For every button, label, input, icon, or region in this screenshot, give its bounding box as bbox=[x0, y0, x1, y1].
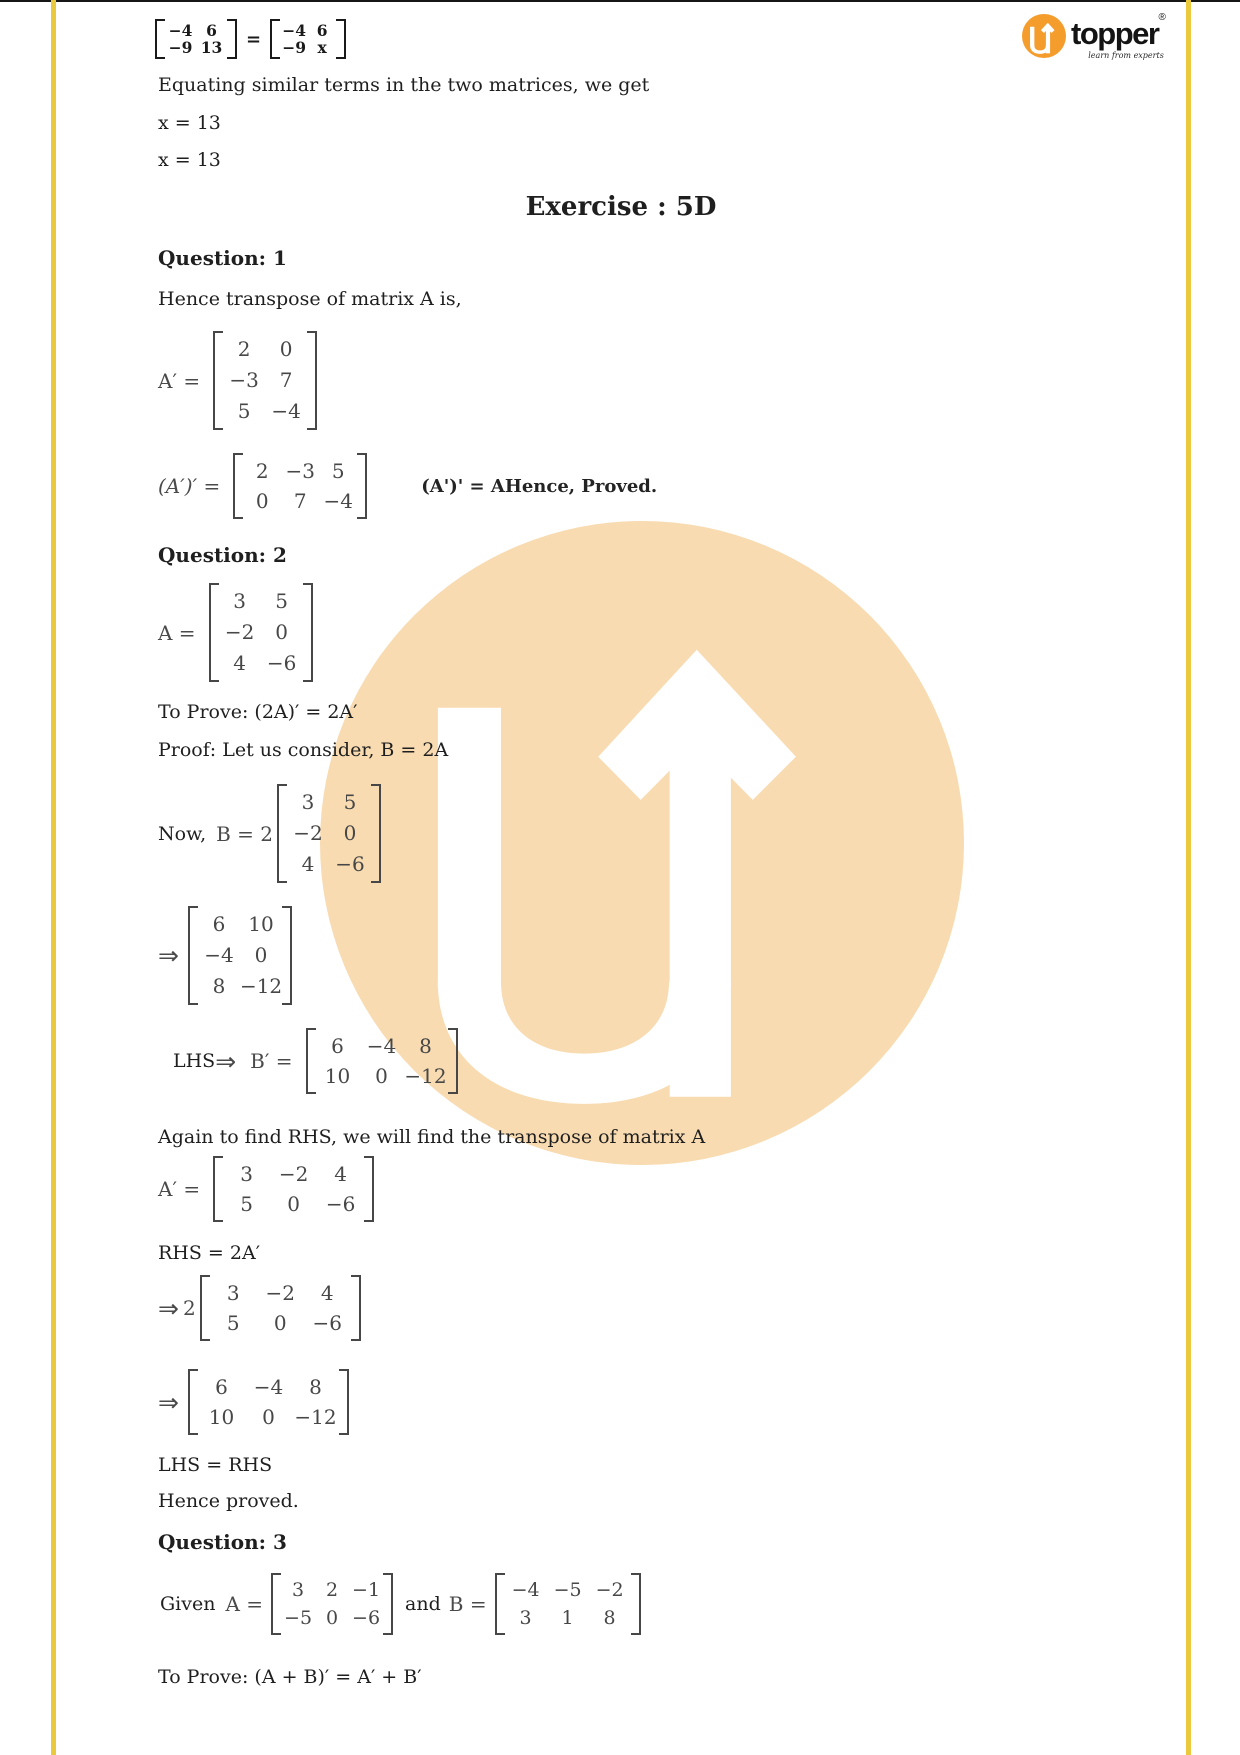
b-equals-label: B = bbox=[448, 1592, 487, 1616]
matrix-row bbox=[316, 1031, 448, 1061]
lhs-label: LHS bbox=[173, 1050, 216, 1072]
left-border-rule bbox=[51, 0, 56, 1755]
b-prime-label: B′ = bbox=[250, 1049, 293, 1073]
matrix-cell: −2 bbox=[224, 620, 255, 644]
text-rhs-2a: RHS = 2A′ bbox=[158, 1242, 261, 1264]
matrix-row bbox=[316, 1061, 448, 1091]
matrix-row bbox=[505, 1576, 631, 1604]
text-x-equals-13-repeat: x = 13 bbox=[158, 149, 221, 171]
matrix-cell: 8 bbox=[309, 1375, 322, 1399]
matrix-cell: 8 bbox=[603, 1607, 616, 1629]
matrix-cell: −4 bbox=[271, 399, 301, 423]
matrix-cell: 0 bbox=[279, 337, 293, 361]
matrix-row bbox=[223, 1189, 364, 1219]
matrix-cell: −6 bbox=[352, 1607, 381, 1629]
matrix-cell: −4 bbox=[366, 1034, 397, 1058]
matrix-cell: −3 bbox=[285, 459, 315, 483]
matrix-cell: 3 bbox=[240, 1162, 253, 1186]
matrix-row bbox=[219, 586, 303, 617]
matrix-cell: 13 bbox=[200, 38, 223, 57]
matrix-cell: 0 bbox=[287, 1192, 300, 1216]
matrix-label: A = bbox=[158, 620, 196, 645]
b-equals-2-label: B = 2 bbox=[216, 821, 274, 846]
matrix-cell: 5 bbox=[343, 790, 357, 814]
equation-given-a-b bbox=[160, 1573, 641, 1635]
text-hence-transpose: Hence transpose of matrix A is, bbox=[158, 288, 462, 310]
matrix-cell: −4 bbox=[323, 489, 353, 513]
matrix-cell: 0 bbox=[375, 1064, 388, 1088]
matrix-cell: −6 bbox=[335, 852, 365, 876]
logo-brand-text: topper bbox=[1071, 16, 1159, 51]
matrix-cell: −5 bbox=[284, 1607, 313, 1629]
text-x-equals-13: x = 13 bbox=[158, 112, 221, 134]
matrix bbox=[213, 1156, 374, 1222]
matrix bbox=[495, 1573, 641, 1635]
matrix-cell: −4 bbox=[282, 21, 306, 40]
proved-note: (A')' = AHence, Proved. bbox=[421, 475, 658, 497]
matrix bbox=[306, 1028, 458, 1094]
matrix-cell: 5 bbox=[275, 589, 288, 613]
matrix-row bbox=[210, 1308, 351, 1338]
matrix-row bbox=[287, 787, 371, 818]
text-proof-2: Proof: Let us consider, B = 2A bbox=[158, 739, 449, 761]
matrix-cell: 7 bbox=[293, 489, 307, 513]
matrix-cell: 4 bbox=[320, 1281, 334, 1305]
utopper-logo bbox=[1022, 14, 1166, 58]
matrix-cell: 10 bbox=[248, 912, 274, 936]
text-equating: Equating similar terms in the two matrices, we get bbox=[158, 74, 650, 96]
matrix-cell: −9 bbox=[282, 38, 306, 57]
matrix-cell: 0 bbox=[262, 1405, 275, 1429]
matrix bbox=[188, 906, 292, 1005]
matrix-cell: −4 bbox=[204, 943, 234, 967]
matrix-cell: 2 bbox=[237, 337, 251, 361]
and-label: and bbox=[405, 1593, 441, 1615]
scalar-2-label: 2 bbox=[182, 1296, 196, 1320]
matrix-row bbox=[210, 1278, 351, 1308]
question-2-label: Question: 2 bbox=[158, 543, 287, 567]
equation-a-prime bbox=[158, 331, 317, 430]
matrix-cell: −1 bbox=[352, 1579, 381, 1601]
matrix-cell: 2 bbox=[255, 459, 269, 483]
matrix-row bbox=[219, 617, 303, 648]
matrix-cell: 6 bbox=[331, 1034, 344, 1058]
matrix-cell: 2 bbox=[326, 1579, 339, 1601]
matrix-cell: 6 bbox=[206, 21, 217, 40]
equals-sign: = bbox=[246, 28, 262, 50]
matrix-row bbox=[287, 849, 371, 880]
matrix bbox=[200, 1275, 361, 1341]
matrix-row bbox=[281, 1576, 383, 1604]
given-label: Given bbox=[160, 1593, 216, 1615]
matrix-cell: 3 bbox=[233, 589, 246, 613]
matrix-row bbox=[280, 39, 336, 56]
matrix-row bbox=[198, 1402, 339, 1432]
matrix-cell: 0 bbox=[254, 943, 268, 967]
matrix-row bbox=[198, 971, 282, 1002]
matrix-row bbox=[198, 909, 282, 940]
matrix-cell: x bbox=[317, 38, 327, 57]
matrix-cell: −12 bbox=[404, 1064, 447, 1088]
equation-implies-3 bbox=[158, 1369, 349, 1435]
matrix-row bbox=[281, 1604, 383, 1632]
matrix-cell: −2 bbox=[265, 1281, 295, 1305]
matrix-cell: 3 bbox=[519, 1607, 532, 1629]
matrix-label: (A′)′ = bbox=[158, 474, 221, 498]
matrix-cell: 3 bbox=[292, 1579, 305, 1601]
matrix-cell: −9 bbox=[168, 38, 193, 57]
matrix-row bbox=[165, 22, 227, 39]
matrix-cell: 4 bbox=[233, 651, 246, 675]
exercise-heading: Exercise : 5D bbox=[525, 192, 717, 222]
matrix bbox=[277, 784, 381, 883]
matrix-cell: 8 bbox=[419, 1034, 432, 1058]
text-to-prove-3: To Prove: (A + B)′ = A′ + B′ bbox=[158, 1666, 422, 1688]
matrix-cell: 3 bbox=[226, 1281, 240, 1305]
matrix-cell: −4 bbox=[168, 21, 193, 40]
registered-mark: ® bbox=[1158, 12, 1166, 23]
equation-implies-2 bbox=[158, 1275, 361, 1341]
matrix-row bbox=[287, 818, 371, 849]
matrix-row bbox=[223, 334, 307, 365]
matrix-cell: 0 bbox=[343, 821, 357, 845]
matrix-cell: −2 bbox=[595, 1579, 624, 1601]
matrix bbox=[233, 453, 367, 519]
matrix-cell: 1 bbox=[561, 1607, 574, 1629]
matrix-row bbox=[198, 940, 282, 971]
matrix-row bbox=[243, 486, 357, 516]
matrix-cell: −6 bbox=[266, 651, 297, 675]
matrix-label: A′ = bbox=[158, 1177, 201, 1201]
matrix-row bbox=[243, 456, 357, 486]
matrix-cell: 8 bbox=[212, 974, 226, 998]
matrix-row bbox=[223, 1159, 364, 1189]
matrix-cell: −12 bbox=[294, 1405, 337, 1429]
equation-implies-1 bbox=[158, 906, 292, 1005]
text-lhs-equals-rhs: LHS = RHS bbox=[158, 1454, 273, 1476]
matrix-cell: 6 bbox=[215, 1375, 228, 1399]
matrix-label: A′ = bbox=[158, 368, 201, 393]
equation-top-matrices bbox=[155, 19, 346, 59]
implies-arrow: ⇒ bbox=[158, 1293, 179, 1323]
matrix-cell: 3 bbox=[301, 790, 315, 814]
logo-tagline: learn from experts bbox=[1088, 51, 1164, 60]
matrix-row bbox=[219, 648, 303, 679]
text-to-prove-2: To Prove: (2A)′ = 2A′ bbox=[158, 701, 358, 723]
matrix-cell: 0 bbox=[255, 489, 269, 513]
matrix-cell: 5 bbox=[226, 1311, 240, 1335]
matrix-cell: −3 bbox=[229, 368, 259, 392]
matrix-row bbox=[505, 1604, 631, 1632]
matrix bbox=[209, 583, 313, 682]
matrix-row bbox=[198, 1372, 339, 1402]
matrix-cell: −4 bbox=[511, 1579, 540, 1601]
equation-a bbox=[158, 583, 313, 682]
matrix-cell: 4 bbox=[301, 852, 315, 876]
question-3-label: Question: 3 bbox=[158, 1530, 287, 1554]
matrix-cell: 5 bbox=[331, 459, 345, 483]
matrix-row bbox=[280, 22, 336, 39]
matrix-cell: 6 bbox=[212, 912, 226, 936]
matrix-cell: 5 bbox=[240, 1192, 253, 1216]
matrix-cell: −6 bbox=[312, 1311, 342, 1335]
matrix-cell: −6 bbox=[325, 1192, 356, 1216]
implies-arrow: ⇒ bbox=[215, 1046, 237, 1076]
question-1-label: Question: 1 bbox=[158, 246, 287, 270]
matrix-cell: 0 bbox=[275, 620, 288, 644]
now-label: Now, bbox=[158, 822, 207, 845]
text-hence-proved: Hence proved. bbox=[158, 1490, 299, 1512]
matrix-cell: 7 bbox=[279, 368, 293, 392]
equation-lhs-b-prime bbox=[173, 1028, 458, 1094]
matrix bbox=[188, 1369, 349, 1435]
matrix bbox=[270, 19, 346, 59]
matrix-cell: 0 bbox=[326, 1607, 339, 1629]
matrix bbox=[213, 331, 317, 430]
matrix-row bbox=[223, 396, 307, 427]
matrix-cell: −12 bbox=[239, 974, 283, 998]
matrix-cell: −4 bbox=[253, 1375, 284, 1399]
matrix-cell: 6 bbox=[316, 21, 328, 40]
matrix-cell: −2 bbox=[278, 1162, 309, 1186]
matrix-row bbox=[165, 39, 227, 56]
equation-a-transpose bbox=[158, 1156, 374, 1222]
matrix-cell: 10 bbox=[324, 1064, 351, 1088]
matrix-cell: −2 bbox=[293, 821, 323, 845]
implies-arrow: ⇒ bbox=[158, 1387, 179, 1417]
text-again-rhs: Again to find RHS, we will find the transpose of matrix A bbox=[158, 1126, 706, 1148]
matrix-cell: 10 bbox=[208, 1405, 235, 1429]
top-border-rule bbox=[0, 0, 1240, 2]
matrix-cell: 4 bbox=[334, 1162, 347, 1186]
equation-a-prime-transpose bbox=[158, 453, 657, 519]
matrix bbox=[271, 1573, 393, 1635]
a-equals-label: A = bbox=[225, 1592, 264, 1616]
matrix-cell: 0 bbox=[273, 1311, 287, 1335]
matrix-cell: 5 bbox=[237, 399, 251, 423]
utopper-logo-icon bbox=[1022, 14, 1066, 58]
matrix bbox=[155, 19, 237, 59]
matrix-row bbox=[223, 365, 307, 396]
equation-now-b bbox=[158, 784, 381, 883]
right-border-rule bbox=[1186, 0, 1191, 1755]
matrix-cell: −5 bbox=[553, 1579, 582, 1601]
implies-arrow: ⇒ bbox=[158, 941, 179, 970]
